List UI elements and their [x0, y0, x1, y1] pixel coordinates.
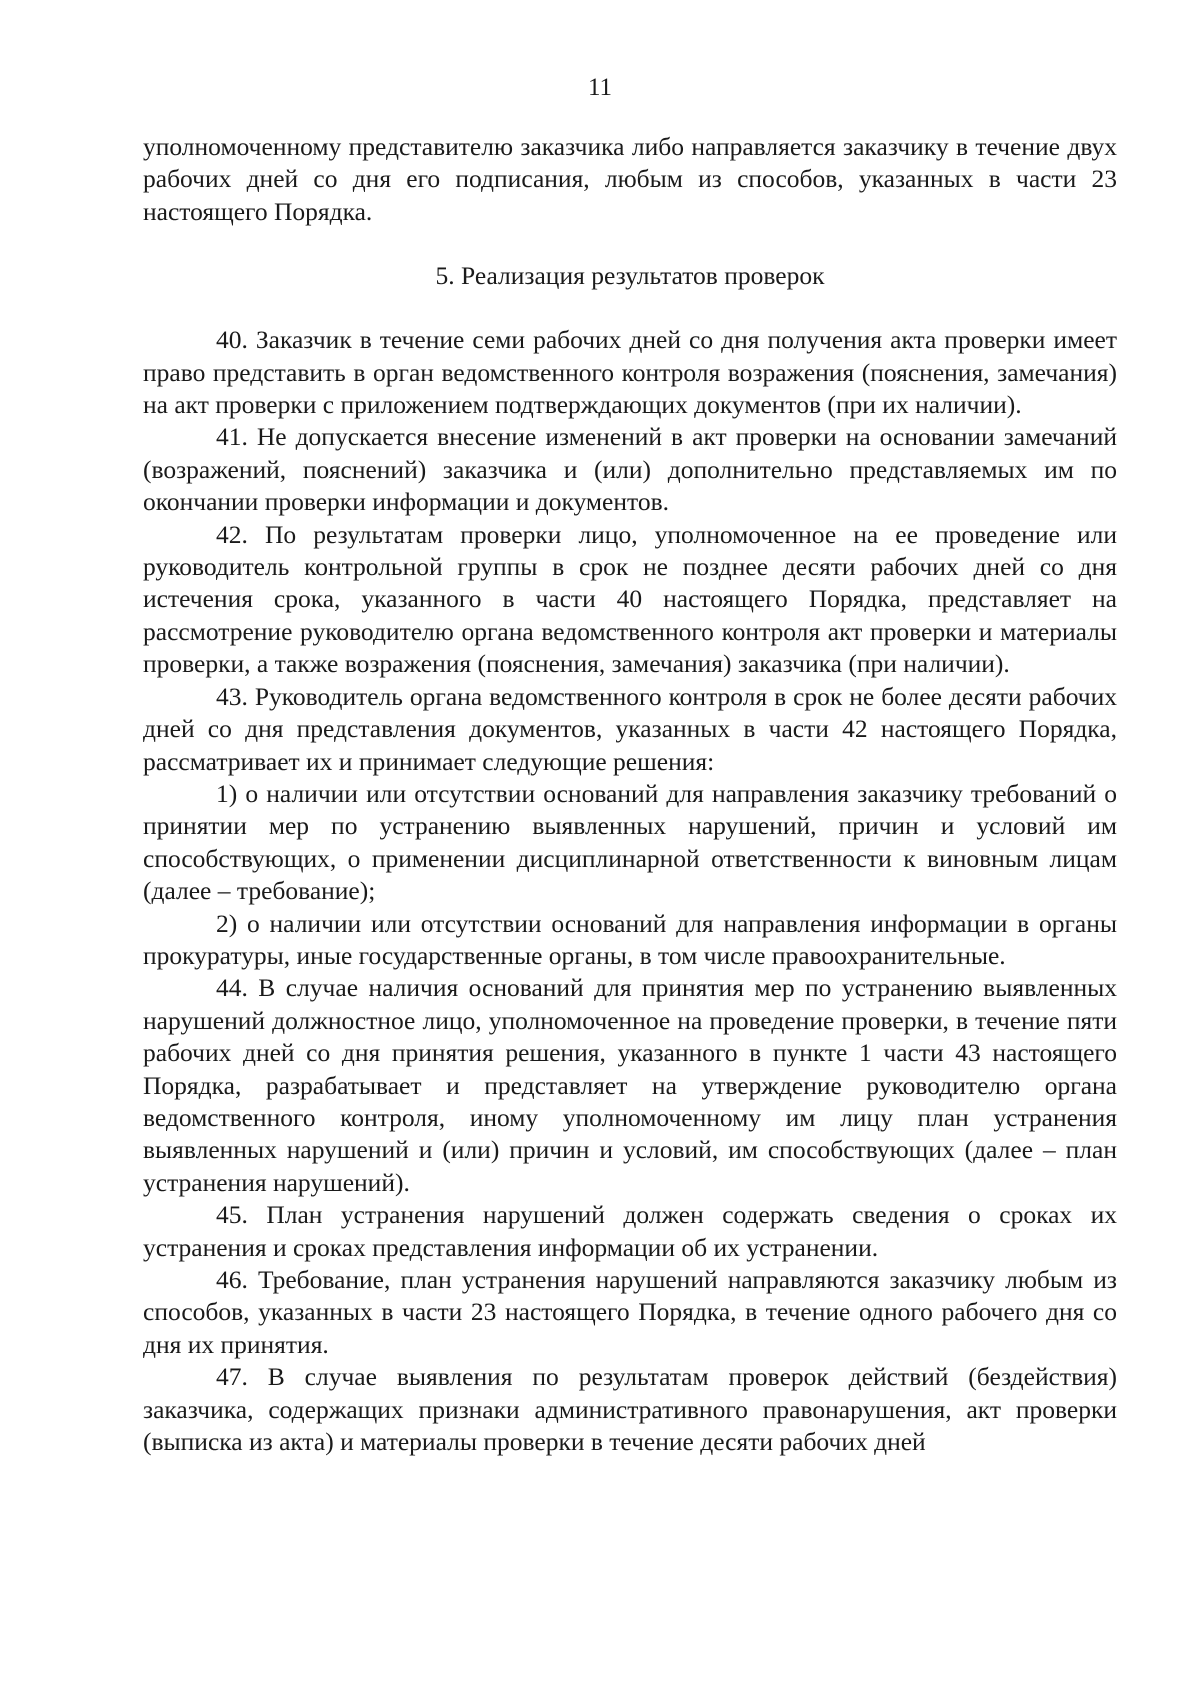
paragraph-42: 42. По результатам проверки лицо, уполномоченное на ее проведение или руководитель контрольной группы в срок не позднее десяти рабочих дней со дня истечения срока, указанного в части 40 настоящего Порядка, представляет на рассмотрение руководителю органа ведомственного контроля акт проверки и материалы проверки, а также возражения (пояснения, замечания) заказчика (при наличии).: [143, 519, 1117, 679]
paragraph-44: 44. В случае наличия оснований для принятия мер по устранению выявленных нарушений должностное лицо, уполномоченное на проведение проверки, в течение пяти рабочих дней со дня принятия решения, указанного в пункте 1 части 43 настоящего Порядка, разрабатывает и представляет на утверждение руководителю органа ведомственного контроля, иному уполномоченному им лицу план устранения выявленных нарушений и (или) причин и условий, им способствующих (далее – план устранения нарушений).: [143, 973, 1117, 1197]
paragraph-45: 45. План устранения нарушений должен содержать сведения о сроках их устранения и сроках представления информации об их устранении.: [143, 1200, 1117, 1262]
paragraph-43: 43. Руководитель органа ведомственного контроля в срок не более десяти рабочих дней со дня представления документов, указанных в части 42 настоящего Порядка, рассматривает их и принимает следующие решения:: [143, 681, 1117, 776]
paragraph-43-item-2: 2) о наличии или отсутствии оснований для направления информации в органы прокуратуры, иные государственные органы, в том числе правоохранительные.: [143, 908, 1117, 970]
paragraph-43-item-1: 1) о наличии или отсутствии оснований для направления заказчику требований о принятии мер по устранению выявленных нарушений, причин и условий им способствующих, о применении дисциплинарной ответственности к виновным лицам (далее – требование);: [143, 778, 1117, 906]
paragraph-47: 47. В случае выявления по результатам проверок действий (бездействия) заказчика, содержащих признаки административного правонарушения, акт проверки (выписка из акта) и материалы проверки в течение десяти рабочих дней: [143, 1362, 1117, 1457]
page-number: 11: [587, 74, 613, 101]
paragraph-40: 40. Заказчик в течение семи рабочих дней со дня получения акта проверки имеет право представить в орган ведомственного контроля возражения (пояснения, замечания) на акт проверки с приложением подтверждающих документов (при их наличии).: [143, 325, 1117, 420]
section-heading: 5. Реализация результатов проверок: [435, 261, 825, 291]
document-body: [143, 131, 1117, 1458]
paragraph-46: 46. Требование, план устранения нарушений направляются заказчику любым из способов, указанных в части 23 настоящего Порядка, в течение одного рабочего дня со дня их принятия.: [143, 1265, 1117, 1359]
continuation-paragraph: уполномоченному представителю заказчика либо направляется заказчику в течение двух рабочих дней со дня его подписания, любым из способов, указанных в части 23 настоящего Порядка.: [143, 132, 1117, 226]
paragraph-41: 41. Не допускается внесение изменений в акт проверки на основании замечаний (возражений, пояснений) заказчика и (или) дополнительно представляемых им по окончании проверки информации и документов.: [143, 422, 1117, 517]
